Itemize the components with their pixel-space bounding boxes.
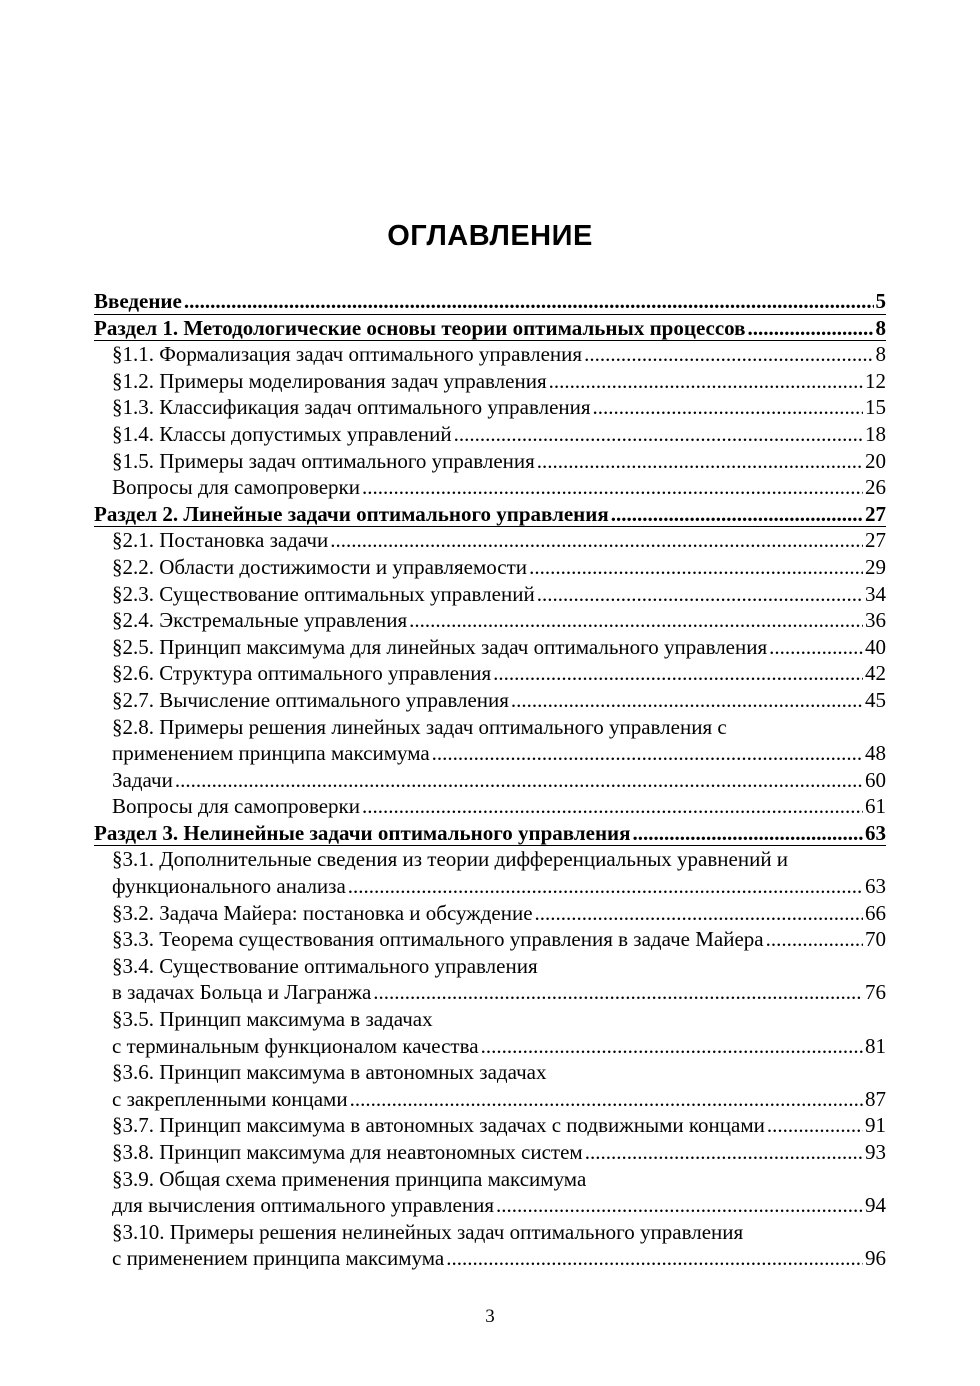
toc-entry-page: 15 bbox=[865, 395, 886, 420]
toc-entry-title: §2.3. Существование оптимальных управлений bbox=[112, 581, 535, 606]
leader-dots bbox=[348, 873, 863, 900]
leader-dots bbox=[584, 341, 873, 368]
toc-entry-title: Раздел 3. Нелинейные задачи оптимального управления bbox=[94, 820, 631, 845]
leader-dots bbox=[549, 368, 863, 395]
toc-entry-page: 63 bbox=[865, 874, 886, 899]
toc-entry-page: 40 bbox=[865, 634, 886, 659]
toc-entry-title: Раздел 1. Методологические основы теории оптимальных процессов bbox=[94, 315, 746, 340]
toc-entry-page: 27 bbox=[865, 528, 886, 553]
leader-dots bbox=[496, 1192, 863, 1219]
leader-dots bbox=[537, 581, 863, 608]
toc-entry-page: 91 bbox=[865, 1113, 886, 1138]
leader-dots bbox=[362, 793, 863, 820]
leader-dots bbox=[493, 660, 863, 687]
table-of-contents bbox=[94, 288, 886, 1272]
toc-entry-title: §1.1. Формализация задач оптимального управления bbox=[112, 342, 583, 367]
leader-dots bbox=[769, 634, 863, 661]
leader-dots bbox=[373, 979, 863, 1006]
toc-entry-title: в задачах Больца и Лагранжа bbox=[112, 980, 372, 1005]
leader-dots bbox=[350, 1086, 863, 1113]
toc-entry-title: §2.5. Принцип максимума для линейных задач оптимального управления bbox=[112, 634, 768, 659]
toc-entry-page: 12 bbox=[865, 368, 886, 393]
toc-entry-title: §2.7. Вычисление оптимального управления bbox=[112, 687, 509, 712]
leader-dots bbox=[330, 527, 863, 554]
toc-entry-title: с терминальным функционалом качества bbox=[112, 1033, 479, 1058]
toc-entry-title: §2.6. Структура оптимального управления bbox=[112, 661, 492, 686]
toc-entry-2-1[interactable] bbox=[94, 527, 886, 554]
toc-entry-page: 8 bbox=[875, 315, 886, 340]
toc-entry-page: 76 bbox=[865, 980, 886, 1005]
toc-entry-title: Раздел 2. Линейные задачи оптимального управления bbox=[94, 501, 609, 526]
toc-entry-page: 96 bbox=[865, 1246, 886, 1271]
toc-section-3[interactable] bbox=[94, 820, 886, 847]
toc-entry-2-4[interactable] bbox=[94, 607, 886, 634]
leader-dots bbox=[409, 607, 863, 634]
toc-entry-page: 60 bbox=[865, 767, 886, 792]
toc-entry-2-2[interactable] bbox=[94, 554, 886, 581]
toc-entry-title: §3.3. Теорема существования оптимального управления в задаче Майера bbox=[112, 927, 764, 952]
toc-entry-page: 42 bbox=[865, 661, 886, 686]
leader-dots bbox=[633, 820, 863, 847]
leader-dots bbox=[432, 740, 863, 767]
toc-entry-title: §2.2. Области достижимости и управляемости bbox=[112, 554, 528, 579]
leader-dots bbox=[184, 288, 874, 315]
leader-dots bbox=[537, 448, 863, 475]
toc-entry-3-9[interactable] bbox=[94, 1192, 886, 1219]
leader-dots bbox=[446, 1245, 863, 1272]
toc-entry-page: 20 bbox=[865, 448, 886, 473]
toc-entry-title: с закрепленными концами bbox=[112, 1086, 348, 1111]
leader-dots bbox=[175, 767, 863, 794]
toc-entry-1-questions[interactable] bbox=[94, 474, 886, 501]
toc-entry-1-1[interactable] bbox=[94, 341, 886, 368]
toc-entry-3-8[interactable] bbox=[94, 1139, 886, 1166]
leader-dots bbox=[766, 926, 863, 953]
toc-entry-page: 48 bbox=[865, 741, 886, 766]
toc-entry-title: применением принципа максимума bbox=[112, 741, 430, 766]
toc-entry-3-7[interactable] bbox=[94, 1112, 886, 1139]
toc-entry-page: 36 bbox=[865, 608, 886, 633]
toc-entry-page: 34 bbox=[865, 581, 886, 606]
leader-dots bbox=[529, 554, 863, 581]
toc-entry-introduction[interactable] bbox=[94, 288, 886, 315]
leader-dots bbox=[611, 501, 863, 528]
toc-entry-title: §3.7. Принцип максимума в автономных задачах с подвижными концами bbox=[112, 1113, 765, 1138]
leader-dots bbox=[585, 1139, 863, 1166]
leader-dots bbox=[481, 1033, 863, 1060]
toc-entry-2-tasks[interactable] bbox=[94, 767, 886, 794]
toc-entry-page: 61 bbox=[865, 794, 886, 819]
toc-entry-page: 45 bbox=[865, 687, 886, 712]
toc-entry-page: 87 bbox=[865, 1086, 886, 1111]
toc-entry-page: 8 bbox=[875, 342, 886, 367]
toc-entry-2-7[interactable] bbox=[94, 687, 886, 714]
leader-dots bbox=[511, 687, 863, 714]
toc-entry-page: 81 bbox=[865, 1033, 886, 1058]
toc-entry-3-1[interactable] bbox=[94, 873, 886, 900]
toc-entry-2-questions[interactable] bbox=[94, 793, 886, 820]
page-title: ОГЛАВЛЕНИЕ bbox=[387, 220, 593, 252]
toc-entry-3-1-first-line[interactable]: §3.1. Дополнительные сведения из теории дифференциальных уравнений и bbox=[112, 847, 789, 872]
leader-dots bbox=[535, 900, 863, 927]
toc-entry-3-10-first-line[interactable]: §3.10. Примеры решения нелинейных задач оптимального управления bbox=[112, 1219, 744, 1244]
toc-entry-page: 5 bbox=[875, 289, 886, 313]
toc-entry-page: 63 bbox=[865, 820, 886, 845]
toc-entry-3-2[interactable] bbox=[94, 900, 886, 927]
toc-entry-1-5[interactable] bbox=[94, 448, 886, 475]
leader-dots bbox=[454, 421, 863, 448]
toc-entry-title: §1.3. Классификация задач оптимального управления bbox=[112, 395, 591, 420]
toc-entry-title: для вычисления оптимального управления bbox=[112, 1193, 494, 1218]
toc-entry-page: 18 bbox=[865, 421, 886, 446]
toc-entry-2-8-first-line[interactable]: §2.8. Примеры решения линейных задач оптимального управления с bbox=[112, 714, 727, 739]
toc-entry-3-3[interactable] bbox=[94, 926, 886, 953]
toc-entry-2-5[interactable] bbox=[94, 634, 886, 661]
toc-entry-title: Вопросы для самопроверки bbox=[112, 794, 361, 819]
toc-entry-title: §1.2. Примеры моделирования задач управления bbox=[112, 368, 547, 393]
leader-dots bbox=[593, 394, 863, 421]
toc-entry-page: 27 bbox=[865, 501, 886, 526]
toc-entry-title: §3.2. Задача Майера: постановка и обсуждение bbox=[112, 900, 533, 925]
toc-entry-3-4-first-line[interactable]: §3.4. Существование оптимального управления bbox=[112, 953, 538, 978]
toc-entry-title: Введение bbox=[94, 289, 182, 313]
leader-dots bbox=[748, 315, 874, 342]
toc-entry-3-10[interactable] bbox=[94, 1245, 886, 1272]
toc-entry-1-3[interactable] bbox=[94, 394, 886, 421]
toc-entry-title: §2.1. Постановка задачи bbox=[112, 528, 329, 553]
toc-entry-title: Вопросы для самопроверки bbox=[112, 475, 361, 500]
toc-entry-page: 29 bbox=[865, 554, 886, 579]
toc-entry-2-3[interactable] bbox=[94, 581, 886, 608]
toc-entry-page: 70 bbox=[865, 927, 886, 952]
toc-entry-title: §2.4. Экстремальные управления bbox=[112, 608, 408, 633]
toc-entry-title: §1.5. Примеры задач оптимального управления bbox=[112, 448, 535, 473]
toc-entry-3-5[interactable] bbox=[94, 1033, 886, 1060]
toc-entry-title: с применением принципа максимума bbox=[112, 1246, 445, 1271]
leader-dots bbox=[362, 474, 863, 501]
toc-entry-title: функционального анализа bbox=[112, 874, 346, 899]
toc-entry-3-6-first-line[interactable]: §3.6. Принцип максимума в автономных задачах bbox=[112, 1060, 547, 1085]
toc-section-2[interactable] bbox=[94, 501, 886, 528]
toc-entry-page: 66 bbox=[865, 900, 886, 925]
toc-entry-page: 93 bbox=[865, 1140, 886, 1164]
toc-entry-3-6[interactable] bbox=[94, 1086, 886, 1113]
toc-section-1[interactable] bbox=[94, 315, 886, 342]
toc-entry-1-2[interactable] bbox=[94, 368, 886, 395]
toc-entry-title: §3.8. Принцип максимума для неавтономных систем bbox=[112, 1140, 583, 1164]
toc-entry-title: §1.4. Классы допустимых управлений bbox=[112, 421, 452, 446]
toc-entry-3-9-first-line[interactable]: §3.9. Общая схема применения принципа максимума bbox=[112, 1166, 587, 1191]
toc-entry-3-5-first-line[interactable]: §3.5. Принцип максимума в задачах bbox=[112, 1007, 433, 1032]
toc-entry-1-4[interactable] bbox=[94, 421, 886, 448]
toc-entry-title: Задачи bbox=[112, 767, 173, 792]
page-number: 3 bbox=[485, 1306, 495, 1327]
toc-entry-page: 26 bbox=[865, 475, 886, 500]
toc-entry-page: 94 bbox=[865, 1193, 886, 1218]
toc-entry-2-8[interactable] bbox=[94, 740, 886, 767]
leader-dots bbox=[767, 1112, 863, 1139]
toc-entry-3-4[interactable] bbox=[94, 979, 886, 1006]
toc-entry-2-6[interactable] bbox=[94, 660, 886, 687]
